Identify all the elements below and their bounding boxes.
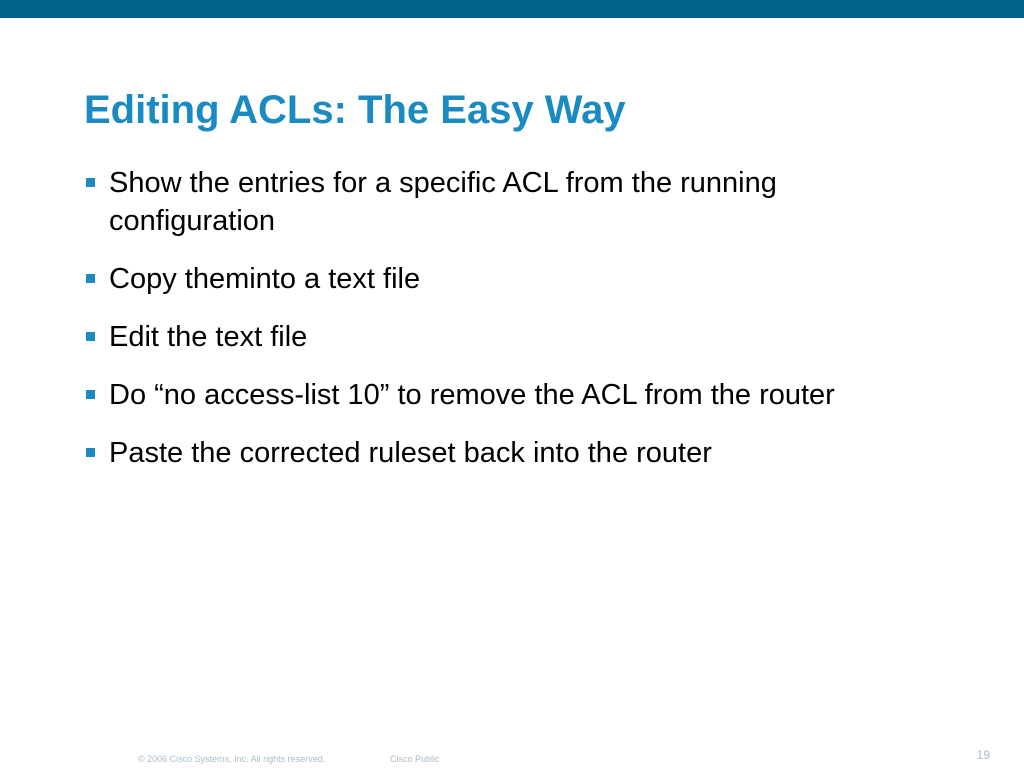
- bullet-text: Do “no access-list 10” to remove the ACL from the router: [109, 379, 835, 411]
- bullet-item: [84, 318, 944, 356]
- bullet-item: [84, 376, 944, 414]
- bullet-text: Paste the corrected ruleset back into the router: [109, 437, 712, 469]
- square-bullet-icon: [86, 332, 95, 341]
- bullet-item: [84, 164, 944, 240]
- bullet-item: [84, 434, 944, 472]
- bullet-text: Show the entries for a specific ACL from the running configuration: [109, 167, 777, 237]
- top-banner-bar: [0, 0, 1024, 18]
- footer-classification: Cisco Public: [390, 754, 440, 764]
- bullet-text: Copy theminto a text file: [109, 263, 421, 295]
- square-bullet-icon: [86, 178, 95, 187]
- slide-title: Editing ACLs: The Easy Way: [84, 88, 626, 132]
- page-number: 19: [976, 748, 990, 762]
- square-bullet-icon: [86, 274, 95, 283]
- square-bullet-icon: [86, 390, 95, 399]
- bullet-list: [84, 164, 944, 492]
- square-bullet-icon: [86, 448, 95, 457]
- footer-copyright: © 2006 Cisco Systems, Inc. All rights reserved.: [138, 754, 326, 764]
- bullet-item: [84, 260, 944, 298]
- bullet-text: Edit the text file: [109, 321, 308, 353]
